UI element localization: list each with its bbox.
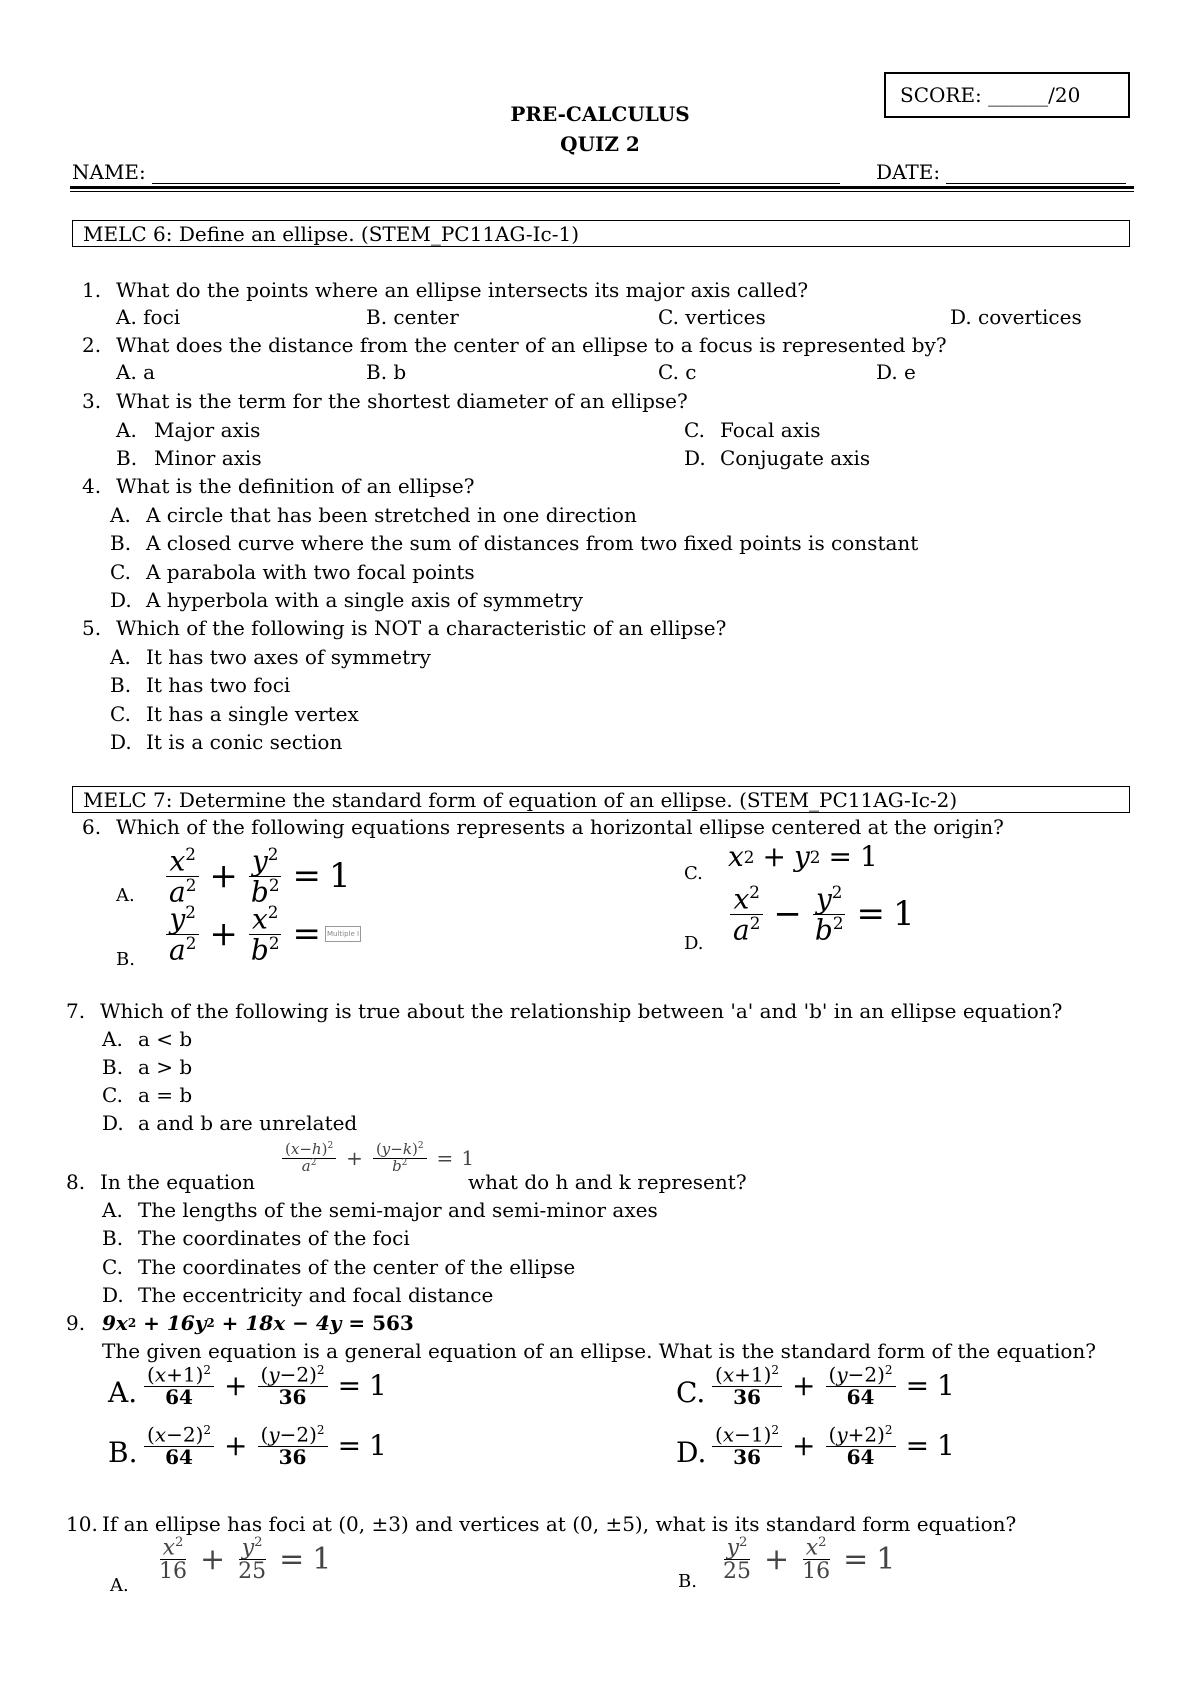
- option-6b-letter[interactable]: B.: [116, 949, 135, 970]
- question-7: [66, 999, 1063, 1023]
- option-letter: A.: [110, 503, 131, 527]
- option-7a[interactable]: [102, 1027, 193, 1051]
- date-line[interactable]: [946, 165, 1126, 184]
- option-3b[interactable]: [116, 446, 262, 470]
- option-letter: D.: [684, 446, 706, 470]
- question-text: Which of the following is NOT a characteristic of an ellipse?: [116, 616, 727, 640]
- option-letter: D.: [102, 1283, 124, 1307]
- option-letter: B.: [102, 1055, 124, 1079]
- melc6-box: MELC 6: Define an ellipse. (STEM_PC11AG-Ic-1): [72, 220, 1130, 247]
- question-8: [66, 1170, 256, 1194]
- option-text: Minor axis: [154, 446, 262, 470]
- option-text: A parabola with two focal points: [146, 560, 475, 584]
- option-text: The coordinates of the center of the ellipse: [138, 1255, 576, 1279]
- question-number: 6.: [82, 815, 102, 839]
- date-label: DATE:: [876, 160, 941, 184]
- option-2d[interactable]: D. e: [876, 360, 916, 384]
- question-2: [82, 333, 947, 357]
- question-number: 1.: [82, 278, 102, 302]
- option-10a-equation[interactable]: $\frac{x^2}{16}$ + $\frac{y^2}{25}$ = 1: [159, 1535, 332, 1585]
- option-4d[interactable]: [110, 588, 583, 612]
- option-letter: B.: [110, 531, 132, 555]
- option-text: The eccentricity and focal distance: [138, 1283, 494, 1307]
- option-10b-equation[interactable]: $\frac{y^2}{25}$ + $\frac{x^2}{16}$ = 1: [723, 1535, 896, 1585]
- option-3d[interactable]: [684, 446, 871, 470]
- option-letter: A.: [116, 418, 137, 442]
- option-letter: D.: [110, 588, 132, 612]
- option-1b[interactable]: B. center: [366, 305, 459, 329]
- question-9-equation: 9x 2 + 16y 2 + 18x − 4y = 563: [102, 1311, 414, 1335]
- option-letter: D.: [110, 730, 132, 754]
- option-8b[interactable]: [102, 1226, 410, 1250]
- option-7c[interactable]: [102, 1083, 193, 1107]
- question-4: [82, 474, 475, 498]
- option-text: Conjugate axis: [720, 446, 871, 470]
- option-9b-equation[interactable]: $\frac{(x-2)^2}{64}$ + $\frac{(y-2)^2}{36}$ = 1: [142, 1424, 387, 1468]
- question-text: What do the points where an ellipse intersects its major axis called?: [116, 278, 809, 302]
- option-9d-equation[interactable]: $\frac{(x-1)^2}{36}$ + $\frac{(y+2)^2}{64}$ = 1: [710, 1424, 955, 1468]
- option-5b[interactable]: [110, 673, 291, 697]
- question-10: [66, 1512, 1017, 1536]
- question-text: What is the definition of an ellipse?: [116, 474, 475, 498]
- header-divider: [70, 186, 1134, 189]
- option-4a[interactable]: [110, 503, 637, 527]
- option-letter: B.: [116, 446, 138, 470]
- question-9-number: 9.: [66, 1311, 86, 1335]
- option-6b-equation[interactable]: $\frac{y^2}{a^2}$ + $\frac{x^2}{b^2}$ = Multiple I: [164, 904, 361, 964]
- question-text: If an ellipse has foci at (0, ±3) and vertices at (0, ±5), what is its standard form equation?: [102, 1512, 1017, 1536]
- option-8c[interactable]: [102, 1255, 576, 1279]
- option-text: It is a conic section: [146, 730, 343, 754]
- option-6d-letter[interactable]: D.: [684, 933, 704, 954]
- option-letter: A.: [110, 645, 131, 669]
- option-text: A circle that has been stretched in one direction: [146, 503, 637, 527]
- question-number: 3.: [82, 389, 102, 413]
- option-letter: A.: [102, 1198, 123, 1222]
- option-9c-letter[interactable]: C.: [676, 1376, 706, 1409]
- melc7-box: MELC 7: Determine the standard form of equation of an ellipse. (STEM_PC11AG-Ic-2): [72, 786, 1130, 813]
- question-number: 7.: [66, 999, 86, 1023]
- date-field[interactable]: [876, 160, 1126, 184]
- option-5d[interactable]: [110, 730, 343, 754]
- question-number: 10.: [66, 1512, 98, 1536]
- option-letter: A.: [102, 1027, 123, 1051]
- option-6d-equation[interactable]: $\frac{x^2}{a^2}$ − $\frac{y^2}{b^2}$ = 1: [728, 884, 915, 944]
- name-line[interactable]: [152, 165, 840, 184]
- question-text: What does the distance from the center of an ellipse to a focus is represented by?: [116, 333, 947, 357]
- option-4b[interactable]: [110, 531, 919, 555]
- option-2b[interactable]: B. b: [366, 360, 407, 384]
- question-text-before: In the equation: [100, 1170, 256, 1194]
- option-8d[interactable]: [102, 1283, 494, 1307]
- question-text: Which of the following is true about the relationship between 'a' and 'b' in an ellipse equation?: [100, 999, 1063, 1023]
- option-letter: D.: [102, 1111, 124, 1135]
- option-letter: C.: [684, 418, 705, 442]
- option-text: It has a single vertex: [146, 702, 359, 726]
- option-6a-letter[interactable]: A.: [116, 885, 135, 906]
- option-5a[interactable]: [110, 645, 431, 669]
- multiple-placeholder: Multiple I: [325, 926, 361, 942]
- question-text-after: what do h and k represent?: [468, 1170, 747, 1194]
- question-3: [82, 389, 688, 413]
- option-9b-letter[interactable]: B.: [108, 1436, 138, 1469]
- option-2a[interactable]: A. a: [116, 360, 156, 384]
- name-field[interactable]: [72, 160, 840, 184]
- question-number: 5.: [82, 616, 102, 640]
- option-9a-letter[interactable]: A.: [108, 1376, 138, 1409]
- option-8a[interactable]: [102, 1198, 658, 1222]
- option-6a-equation[interactable]: $\frac{x^2}{a^2}$ + $\frac{y^2}{b^2}$ = 1: [164, 846, 351, 906]
- option-text: A closed curve where the sum of distances from two fixed points is constant: [146, 531, 919, 555]
- page-title: PRE-CALCULUS: [510, 102, 690, 126]
- option-letter: B.: [102, 1226, 124, 1250]
- question-number: 2.: [82, 333, 102, 357]
- question-number: 4.: [82, 474, 102, 498]
- option-letter: B.: [110, 673, 132, 697]
- option-text: a > b: [138, 1055, 193, 1079]
- option-letter: C.: [102, 1255, 123, 1279]
- option-text: Focal axis: [720, 418, 821, 442]
- question-text: Which of the following equations represents a horizontal ellipse centered at the origin?: [116, 815, 1004, 839]
- option-text: It has two foci: [146, 673, 291, 697]
- question-6: [82, 815, 1004, 839]
- option-text: Major axis: [154, 418, 261, 442]
- option-letter: C.: [102, 1083, 123, 1107]
- option-2c[interactable]: C. c: [658, 360, 697, 384]
- option-text: The lengths of the semi-major and semi-minor axes: [138, 1198, 658, 1222]
- page-subtitle: QUIZ 2: [560, 132, 640, 156]
- option-letter: C.: [110, 702, 131, 726]
- option-9d-letter[interactable]: D.: [676, 1436, 707, 1469]
- option-text: a and b are unrelated: [138, 1111, 358, 1135]
- option-text: a < b: [138, 1027, 193, 1051]
- option-4c[interactable]: [110, 560, 475, 584]
- option-10a-letter[interactable]: A.: [110, 1575, 129, 1596]
- option-text: The coordinates of the foci: [138, 1226, 410, 1250]
- question-number: 8.: [66, 1170, 86, 1194]
- option-text: It has two axes of symmetry: [146, 645, 431, 669]
- option-7b[interactable]: [102, 1055, 193, 1079]
- option-9a-equation[interactable]: $\frac{(x+1)^2}{64}$ + $\frac{(y-2)^2}{36}$ = 1: [142, 1364, 387, 1408]
- name-label: NAME:: [72, 160, 146, 184]
- question-text: What is the term for the shortest diameter of an ellipse?: [116, 389, 688, 413]
- option-6c-equation[interactable]: x 2 + y 2 = 1: [728, 840, 878, 873]
- option-10b-letter[interactable]: B.: [678, 1571, 697, 1592]
- header-divider-thin: [70, 191, 1134, 192]
- option-9c-equation[interactable]: $\frac{(x+1)^2}{36}$ + $\frac{(y-2)^2}{64}$ = 1: [710, 1364, 955, 1408]
- option-text: A hyperbola with a single axis of symmetry: [146, 588, 583, 612]
- equation-8: $\frac{(x-h)^2}{a^2}$ + $\frac{(y-k)^2}{b^2}$ = 1: [280, 1142, 474, 1175]
- option-3a[interactable]: [116, 418, 261, 442]
- option-1a[interactable]: A. foci: [116, 305, 181, 329]
- question-1: [82, 278, 809, 302]
- question-9-text: The given equation is a general equation of an ellipse. What is the standard form of the equation?: [102, 1339, 1096, 1363]
- option-7d[interactable]: [102, 1111, 358, 1135]
- option-letter: C.: [110, 560, 131, 584]
- option-6c-letter[interactable]: C.: [684, 863, 703, 884]
- option-1c[interactable]: C. vertices: [658, 305, 766, 329]
- option-1d[interactable]: D. covertices: [950, 305, 1082, 329]
- score-label: SCORE: ______/20: [900, 83, 1081, 107]
- option-3c[interactable]: [684, 418, 821, 442]
- option-5c[interactable]: [110, 702, 359, 726]
- question-5: [82, 616, 727, 640]
- option-text: a = b: [138, 1083, 193, 1107]
